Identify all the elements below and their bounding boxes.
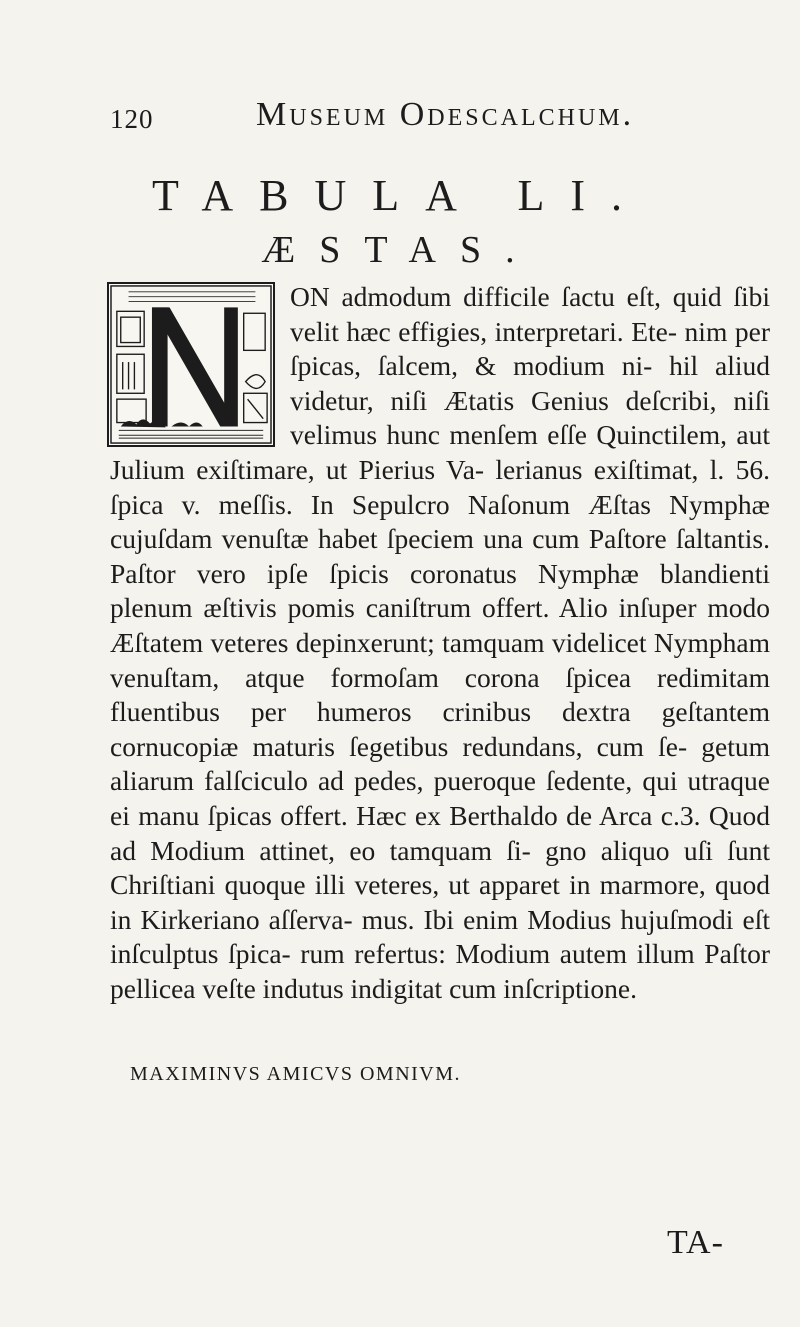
page-number: 120 — [110, 104, 154, 134]
body-paragraph: ON admodum difficile ſactu eſt, quid ſibi velit hæc effigies, interpretari. Ete- nim per ſpicas, ſalcem, & modium ni- hil aliud videtur, niſi Ætatis Genius deſcribi, niſi velimus hunc menſem eſſe Quinctilem, aut Julium exiſtimare, ut Pierius Va- lerianus exiſtimat, l. 56. ſpica v. meſſis. In Sepulcro Naſonum Æſtas Nymphæ cujuſdam venuſtæ habet ſpeciem una cum Paſtore ſaltantis. Paſtor vero ipſe ſpicis coronatus Nymphæ blandienti plenum æſtivis pomis caniſtrum offert. Alio inſuper modo Æſtatem veteres depinxerunt; tamquam videlicet Nympham venuſtam, atque formoſam corona ſpicea redimitam fluentibus per humeros crinibus dextra geſtantem cornucopiæ maturis ſegetibus redundans, cum ſe- getum aliarum falſciculo ad pedes, pueroque ſedente, qui utraque ei manu ſpicas offert. Hæc ex Berthaldo de Arca c.3. Quod ad Modium attinet, eo tamquam ſi- gno aliquo uſi ſunt Chriſtiani quoque illi veteres, ut apparet in marmore, quod in Kirkeriano aſſerva- mus. Ibi enim Modius hujuſmodi eſt inſculptus ſpica- rum refertus: Modium autem illum Paſtor pellicea veſte indutus indigitat cum inſcriptione. — [110, 281, 770, 1004]
plate-subtitle: ÆSTAS. — [261, 229, 539, 271]
running-title: Museum Odescalchum. — [256, 96, 635, 133]
inscription: MAXIMINVS AMICVS OMNIVM. — [130, 1063, 462, 1085]
catchword: TA- — [667, 1224, 724, 1261]
initial-spacer — [110, 280, 282, 448]
running-head — [110, 96, 670, 136]
plate-title: TABULA LI. — [151, 171, 648, 220]
body-text — [110, 280, 770, 1006]
